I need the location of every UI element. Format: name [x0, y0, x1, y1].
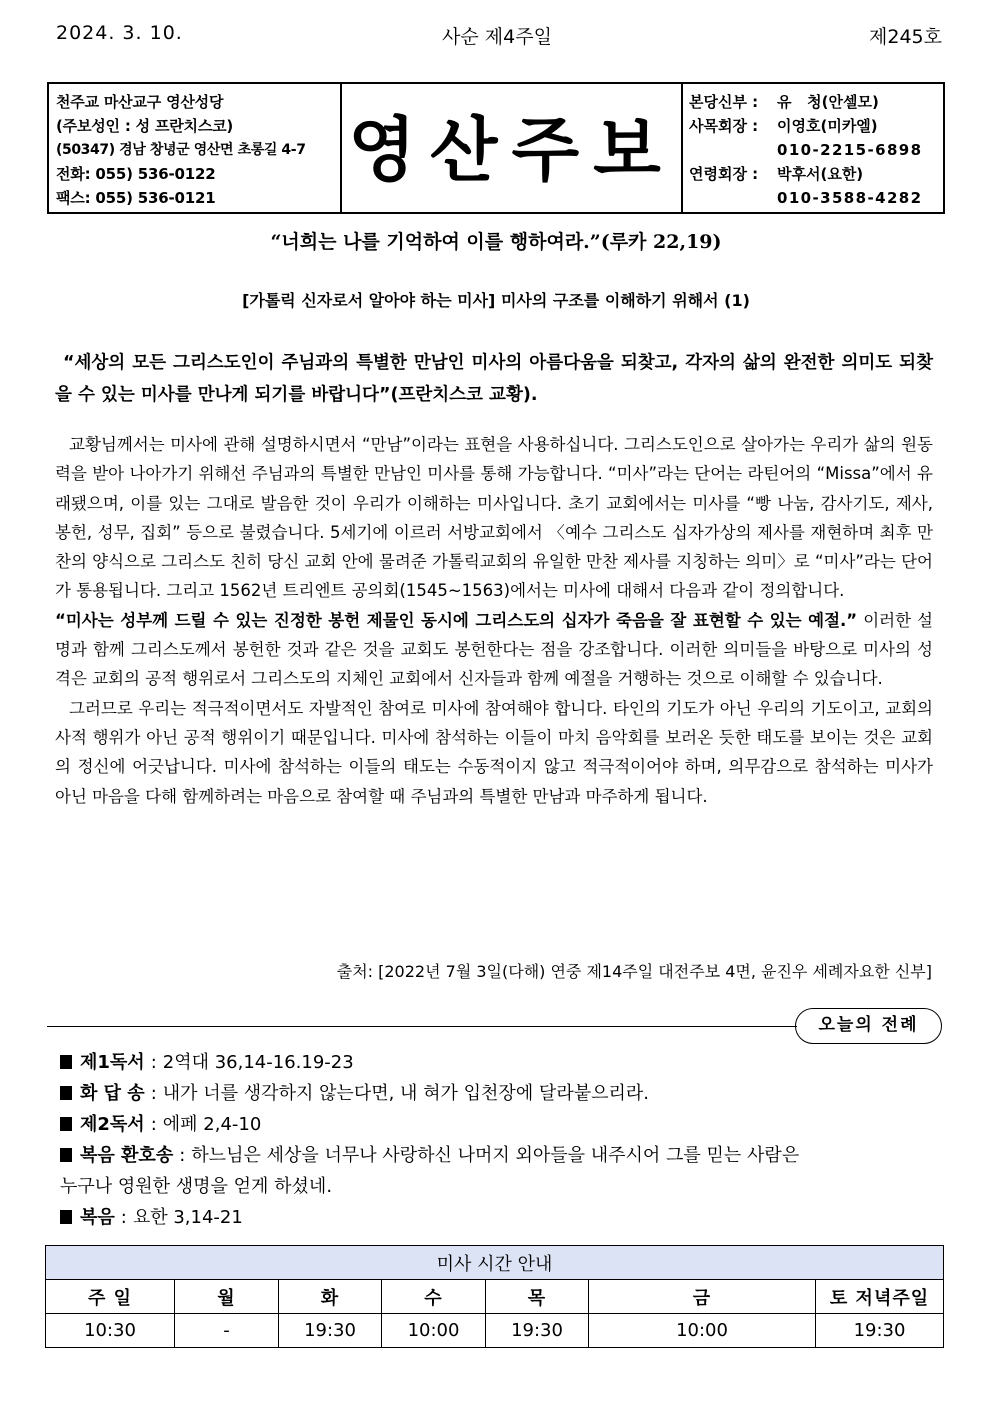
- square-bullet-icon: [60, 1210, 72, 1224]
- article-title: [가톨릭 신자로서 알아야 하는 미사] 미사의 구조를 이해하기 위해서 (1): [242, 291, 750, 310]
- mass-times-row: [46, 1314, 944, 1348]
- pastor-row: [689, 90, 943, 114]
- masthead-box: [47, 82, 945, 214]
- trent-definition: “미사는 성부께 드릴 수 있는 진정한 봉헌 제물인 동시에 그리스도의 십자가 죽음을 잘 표현할 수 있는 예절.”: [55, 610, 858, 630]
- day-friday: 금: [589, 1280, 816, 1314]
- parish-info: [49, 84, 342, 212]
- time-sunday: 10:30: [46, 1314, 175, 1348]
- pastor-label: 본당신부 :: [689, 93, 759, 111]
- time-monday: -: [175, 1314, 279, 1348]
- parish-fax: 팩스: 055) 536-0121: [56, 189, 216, 207]
- readings-list: [60, 1047, 940, 1233]
- square-bullet-icon: [60, 1055, 72, 1069]
- day-tuesday: 화: [279, 1280, 382, 1314]
- elders-label: 연령회장 :: [689, 165, 759, 183]
- square-bullet-icon: [60, 1086, 72, 1100]
- time-saturday-vigil: 19:30: [816, 1314, 944, 1348]
- top-header-line: [52, 22, 942, 50]
- council-row: [689, 114, 943, 138]
- day-thursday: 목: [486, 1280, 589, 1314]
- mass-times-caption: 미사 시간 안내: [46, 1246, 944, 1280]
- section-divider: [47, 1026, 797, 1027]
- day-saturday-vigil: 토 저녁주일: [816, 1280, 944, 1314]
- staff-info: [683, 84, 943, 212]
- patron-saint: (주보성인 : 성 프란치스코): [56, 117, 234, 135]
- mass-times-table: [45, 1245, 944, 1348]
- square-bullet-icon: [60, 1117, 72, 1131]
- council-phone: 010-2215-6898: [777, 141, 923, 159]
- article-paragraph-3: 그러므로 우리는 적극적이면서도 자발적인 참여로 미사에 참여해야 합니다. 타인의 기도가 아닌 우리의 기도이고, 교회의 사적 행위가 아닌 공적 행위이기 때문입니다. 미사에 참석하는 이들이 마치 음악회를 보러온 듯한 태도를 보이는 것은 교회의 정신에 어긋납니다. 미사에 참석하는 이들의 태도는 수동적이지 않고 적극적이어야 하며, 의무감으로 참석하는 미사가 아닌 마음을 다해 함께하려는 마음으로 참여할 때 주님과의 특별한 만남과 마주하게 됩니다.: [55, 698, 933, 806]
- scripture-verse: “너희는 나를 기억하여 이를 행하여라.”(루카 22,19): [270, 231, 722, 253]
- bulletin-title-cell: [342, 84, 683, 212]
- reading-gospel: 복음 : 요한 3,14-21: [60, 1202, 940, 1233]
- square-bullet-icon: [60, 1148, 72, 1162]
- parish-address: (50347) 경남 창녕군 영산면 초롱길 4-7: [56, 142, 306, 158]
- issue-number: 제245호: [869, 26, 942, 48]
- article-source: 출처: [2022년 7월 3일(다해) 연중 제14주일 대전주보 4면, 윤진우 세례자요한 신부]: [336, 962, 932, 981]
- reading-gospel-acclamation: 복음 환호송 : 하느님은 세상을 너무나 사랑하신 나머지 외아들을 내주시어 그를 믿는 사람은: [60, 1140, 940, 1171]
- mass-days-row: [46, 1280, 944, 1314]
- reading-psalm: 화 답 송 : 내가 너를 생각하지 않는다면, 내 혀가 입천장에 달라붙으리라.: [60, 1078, 940, 1109]
- issue-date: 2024. 3. 10.: [56, 22, 183, 44]
- bulletin-title: 영산주보: [348, 108, 675, 191]
- article-paragraph-2-rest: 이러한 설명과 함께 그리스도께서 봉헌한 것과 같은 것을 교회도 봉헌한다는 점을 강조합니다. 이러한 의미들을 바탕으로 미사의 성격은 교회의 공적 행위로서 그리스도의 지체인 교회에서 신자들과 함께 예절을 거행하는 것으로 이해할 수 있습니다.: [55, 610, 933, 689]
- time-wednesday: 10:00: [382, 1314, 486, 1348]
- reading-second: 제2독서 : 에페 2,4-10: [60, 1109, 940, 1140]
- pastor-name: 유 청(안셀모): [777, 93, 879, 111]
- parish-phone: 전화: 055) 536-0122: [56, 165, 216, 183]
- council-name: 이영호(미카엘): [777, 117, 878, 135]
- parish-name: 천주교 마산교구 영산성당: [56, 93, 224, 111]
- article-paragraph-2: [55, 606, 933, 694]
- day-monday: 월: [175, 1280, 279, 1314]
- day-sunday: 주 일: [46, 1280, 175, 1314]
- elders-phone: 010-3588-4282: [777, 189, 923, 207]
- article-paragraph-1: 교황님께서는 미사에 관해 설명하시면서 “만남”이라는 표현을 사용하십니다. 그리스도인으로 살아가는 우리가 삶의 원동력을 받아 나아가기 위해선 주님과의 특별한 만남인 미사를 통해 가능합니다. “미사”라는 단어는 라틴어의 “Missa”에서 유래됐으며, 이를 있는 그대로 발음한 것이 우리가 이해하는 미사입니다. 초기 교회에서는 미사를 “빵 나눔, 감사기도, 제사, 봉헌, 성무, 집회” 등으로 불렸습니다. 5세기에 이르러 서방교회에서 〈예수 그리스도 십자가상의 제사를 재현하며 최후 만찬의 양식으로 그리스도 친히 당신 교회 안에 물려준 가톨릭교회의 유일한 만찬 제사를 지칭하는 의미〉로 “미사”라는 단어가 통용됩니다. 그리고 1562년 트리엔트 공의회(1545~1563)에서는 미사에 대해서 다음과 같이 정의합니다.: [55, 435, 933, 601]
- elders-name: 박후서(요한): [777, 165, 864, 183]
- reading-first: 제1독서 : 2역대 36,14-16.19-23: [60, 1047, 940, 1078]
- day-wednesday: 수: [382, 1280, 486, 1314]
- liturgical-day: 사순 제4주일: [442, 26, 552, 48]
- reading-gospel-acclamation-cont: 누구나 영원한 생명을 얻게 하셨네.: [60, 1176, 333, 1197]
- time-friday: 10:00: [589, 1314, 816, 1348]
- council-label: 사목회장 :: [689, 117, 759, 135]
- time-thursday: 19:30: [486, 1314, 589, 1348]
- time-tuesday: 19:30: [279, 1314, 382, 1348]
- article-quote: “세상의 모든 그리스도인이 주님과의 특별한 만남인 미사의 아름다움을 되찾고, 각자의 삶의 완전한 의미도 되찾을 수 있는 미사를 만나게 되기를 바랍니다”(프란치스코 교황).: [55, 353, 933, 405]
- todays-liturgy-label: 오늘의 전례: [795, 1008, 942, 1044]
- article-body: [55, 430, 933, 811]
- elders-row: [689, 162, 943, 186]
